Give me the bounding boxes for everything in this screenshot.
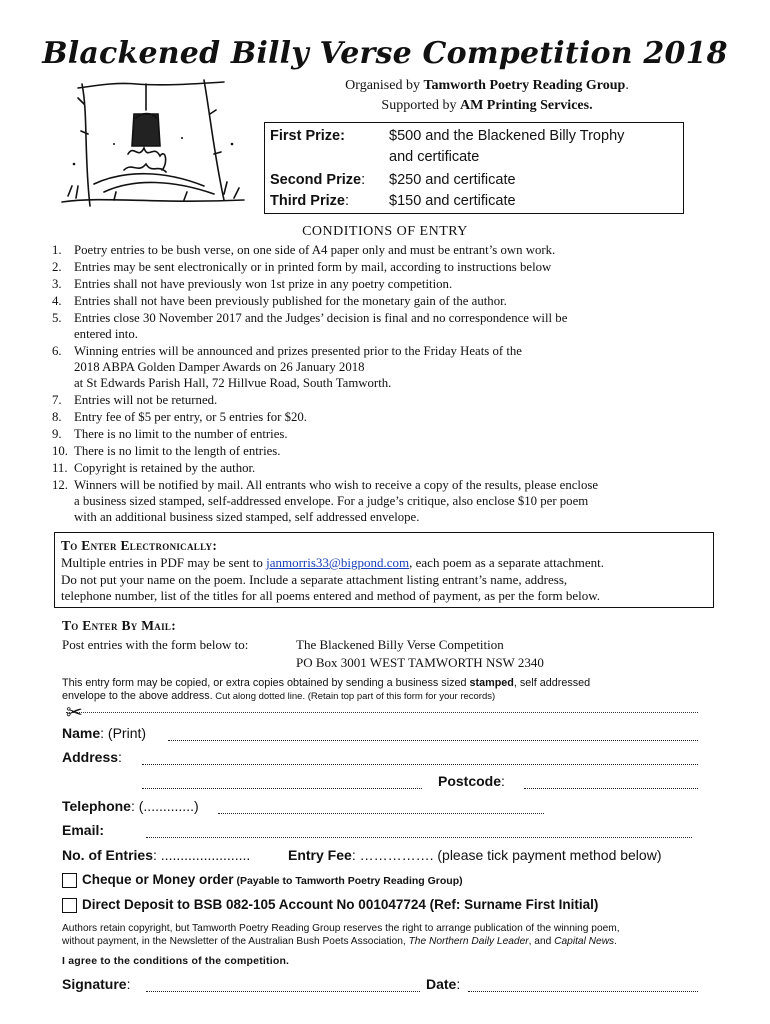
address-label-colon: : <box>118 749 122 765</box>
second-prize-colon: : <box>361 172 366 188</box>
condition-item <box>52 460 712 476</box>
post-label: Post entries with the form below to: <box>62 637 249 652</box>
condition-item <box>52 443 712 459</box>
condition-number: 8. <box>52 410 62 424</box>
second-prize-value: $250 and certificate <box>389 172 516 188</box>
email-label-text: Email: <box>62 822 105 838</box>
cut-instruction: Cut along dotted line. (Retain top part of this form for your records) <box>212 691 496 702</box>
copy-note-bold: stamped <box>469 677 514 689</box>
entries-label[interactable] <box>62 847 250 863</box>
condition-line: entered into. <box>74 327 138 341</box>
copy-note-prefix: This entry form may be copied, or extra copies obtained by sending a business sized <box>62 677 470 689</box>
authors-note-period: . <box>614 936 617 947</box>
condition-item <box>52 343 712 391</box>
email-field[interactable] <box>146 837 692 838</box>
signature-field[interactable] <box>146 991 420 992</box>
mail-heading: To Enter By Mail: <box>62 618 176 633</box>
condition-line: Copyright is retained by the author. <box>74 461 256 475</box>
deposit-option <box>82 897 598 912</box>
condition-text <box>74 426 714 442</box>
campfire-billy-illustration <box>54 74 250 214</box>
electronic-entry-box <box>54 532 714 608</box>
condition-text <box>74 409 714 425</box>
cheque-label: Cheque or Money order <box>82 872 234 887</box>
publication-name: Capital News <box>554 936 615 947</box>
agreement-statement: I agree to the conditions of the competition. <box>62 955 290 967</box>
electronic-heading: To Enter Electronically: <box>61 538 218 553</box>
entries-field[interactable]: : ....................... <box>153 847 251 863</box>
address-field[interactable] <box>142 764 698 765</box>
condition-number: 5. <box>52 311 62 325</box>
telephone-label-text: Telephone <box>62 798 131 814</box>
supporter-prefix: Supported by <box>381 98 460 113</box>
condition-line: Entries shall not have been previously published for the monetary gain of the author. <box>74 294 507 308</box>
electronic-line3: telephone number, list of the titles for all poems entered and method of payment, as per the form below. <box>61 588 601 603</box>
condition-line: at St Edwards Parish Hall, 72 Hillvue Road, South Tamworth. <box>74 376 392 390</box>
condition-item <box>52 293 712 309</box>
copy-note <box>62 677 712 703</box>
name-field[interactable] <box>168 740 698 741</box>
condition-line: There is no limit to the length of entries. <box>74 444 281 458</box>
condition-text <box>74 276 714 292</box>
fee-field[interactable]: : ……………. (please tick payment method below) <box>351 847 662 863</box>
organiser-prefix: Organised by <box>345 78 424 93</box>
scissors-icon: ✂ <box>66 700 83 724</box>
mail-address-line1: The Blackened Billy Verse Competition <box>296 637 504 652</box>
condition-line: with an additional business sized stamped, self addressed envelope. <box>74 510 420 524</box>
condition-number: 10. <box>52 444 68 458</box>
postcode-field[interactable] <box>524 788 698 789</box>
condition-line: a business sized stamped, self-addressed envelope. For a judge’s critique, also enclose $10 per poem <box>74 494 589 508</box>
name-label-suffix: : (Print) <box>100 725 147 741</box>
condition-text <box>74 443 714 459</box>
condition-line: Entries will not be returned. <box>74 393 218 407</box>
deposit-checkbox[interactable] <box>62 898 77 913</box>
condition-text <box>74 477 714 525</box>
condition-line: Entries may be sent electronically or in printed form by mail, according to instructions below <box>74 260 552 274</box>
address-field-line2[interactable] <box>142 788 422 789</box>
page-title: Blackened Billy Verse Competition 2018 <box>42 36 728 71</box>
telephone-label-suffix: : (.............) <box>130 798 199 814</box>
name-label <box>62 725 146 741</box>
condition-number: 6. <box>52 344 62 358</box>
condition-text <box>74 310 714 342</box>
electronic-line1-suffix: , each poem as a separate attachment. <box>409 555 605 570</box>
organiser-suffix: . <box>625 78 629 93</box>
condition-line: Winning entries will be announced and prizes presented prior to the Friday Heats of the <box>74 344 522 358</box>
condition-line: 2018 ABPA Golden Damper Awards on 26 January 2018 <box>74 360 365 374</box>
name-label-text: Name <box>62 725 101 741</box>
third-prize-label <box>270 193 349 209</box>
email-link[interactable]: janmorris33@bigpond.com <box>266 555 410 570</box>
condition-item <box>52 409 712 425</box>
date-label <box>426 976 460 992</box>
condition-line: Entries close 30 November 2017 and the Judges’ decision is final and no correspondence will be <box>74 311 568 325</box>
condition-number: 7. <box>52 393 62 407</box>
first-prize-label: First Prize: <box>270 128 345 144</box>
condition-item <box>52 426 712 442</box>
organiser-name: Tamworth Poetry Reading Group <box>423 78 626 93</box>
cut-line <box>66 712 698 714</box>
telephone-field[interactable] <box>218 813 544 814</box>
condition-item <box>52 242 712 258</box>
address-label-text: Address <box>62 749 119 765</box>
third-prize-label-text: Third Prize <box>270 193 345 209</box>
organiser-line <box>262 78 712 94</box>
second-prize-label-text: Second Prize <box>270 172 362 188</box>
condition-number: 3. <box>52 277 62 291</box>
address-label <box>62 749 122 765</box>
first-prize-value: $500 and the Blackened Billy Trophy <box>389 128 625 144</box>
fee-label-text: Entry Fee <box>288 847 352 863</box>
signature-label-colon: : <box>126 976 131 992</box>
condition-text <box>74 259 714 275</box>
signature-label <box>62 976 130 992</box>
condition-line: Entries shall not have previously won 1st prize in any poetry competition. <box>74 277 453 291</box>
authors-note-line2-prefix: without payment, in the Newsletter of the Australian Bush Poets Association, <box>62 936 409 947</box>
mail-address-line2: PO Box 3001 WEST TAMWORTH NSW 2340 <box>296 655 544 670</box>
newspaper-name: The Northern Daily Leader <box>408 936 529 947</box>
condition-line: Poetry entries to be bush verse, on one side of A4 paper only and must be entrant’s own work. <box>74 243 556 257</box>
condition-item <box>52 259 712 275</box>
condition-text <box>74 293 714 309</box>
electronic-line1-prefix: Multiple entries in PDF may be sent to <box>61 555 267 570</box>
postcode-label <box>438 773 505 789</box>
third-prize-colon: : <box>344 193 349 209</box>
condition-item <box>52 276 712 292</box>
conditions-heading: CONDITIONS OF ENTRY <box>302 224 468 239</box>
condition-line: Entry fee of $5 per entry, or 5 entries for $20. <box>74 410 307 424</box>
condition-text <box>74 242 714 258</box>
copy-note-line2: envelope to the above address. <box>62 690 213 702</box>
prize-box <box>264 122 684 214</box>
electronic-line2: Do not put your name on the poem. Include a separate attachment listing entrant’s name, address, <box>61 571 568 587</box>
postcode-label-text: Postcode <box>438 773 502 789</box>
email-label <box>62 822 104 838</box>
electronic-instructions <box>61 555 707 605</box>
authors-note <box>62 922 712 948</box>
authors-note-line1: Authors retain copyright, but Tamworth Poetry Reading Group reserves the right to arrange publication of the winning poem, <box>62 923 620 934</box>
authors-note-conjunction: , and <box>528 936 555 947</box>
first-prize-value-line2: and certificate <box>389 149 480 165</box>
cheque-checkbox[interactable] <box>62 873 77 888</box>
cheque-option <box>82 872 463 887</box>
entries-label-text: No. of Entries <box>62 847 154 863</box>
condition-number: 9. <box>52 427 62 441</box>
cheque-payee-note: (Payable to Tamworth Poetry Reading Group) <box>233 875 463 887</box>
supporter-line <box>262 98 712 114</box>
condition-item <box>52 310 712 342</box>
postcode-label-colon: : <box>501 773 505 789</box>
condition-number: 4. <box>52 294 62 308</box>
condition-number: 1. <box>52 243 62 257</box>
condition-line: Winners will be notified by mail. All entrants who wish to receive a copy of the results, please enclose <box>74 478 599 492</box>
fee-label[interactable] <box>288 847 661 863</box>
condition-number: 12. <box>52 478 68 492</box>
condition-item <box>52 392 712 408</box>
third-prize-value: $150 and certificate <box>389 193 516 209</box>
signature-label-text: Signature <box>62 976 127 992</box>
supporter-name: AM Printing Services. <box>459 98 593 113</box>
telephone-label <box>62 798 199 814</box>
copy-note-suffix: , self addressed <box>513 677 591 689</box>
condition-text <box>74 343 714 391</box>
condition-item <box>52 477 712 525</box>
date-field[interactable] <box>468 991 698 992</box>
condition-text <box>74 392 714 408</box>
condition-number: 11. <box>52 461 68 475</box>
condition-number: 2. <box>52 260 62 274</box>
date-label-text: Date <box>426 976 457 992</box>
deposit-label: Direct Deposit to BSB 082-105 Account No 001047724 (Ref: Surname First Initial) <box>82 897 599 912</box>
second-prize-label <box>270 172 365 188</box>
condition-text <box>74 460 714 476</box>
date-label-colon: : <box>456 976 461 992</box>
condition-line: There is no limit to the number of entries. <box>74 427 288 441</box>
